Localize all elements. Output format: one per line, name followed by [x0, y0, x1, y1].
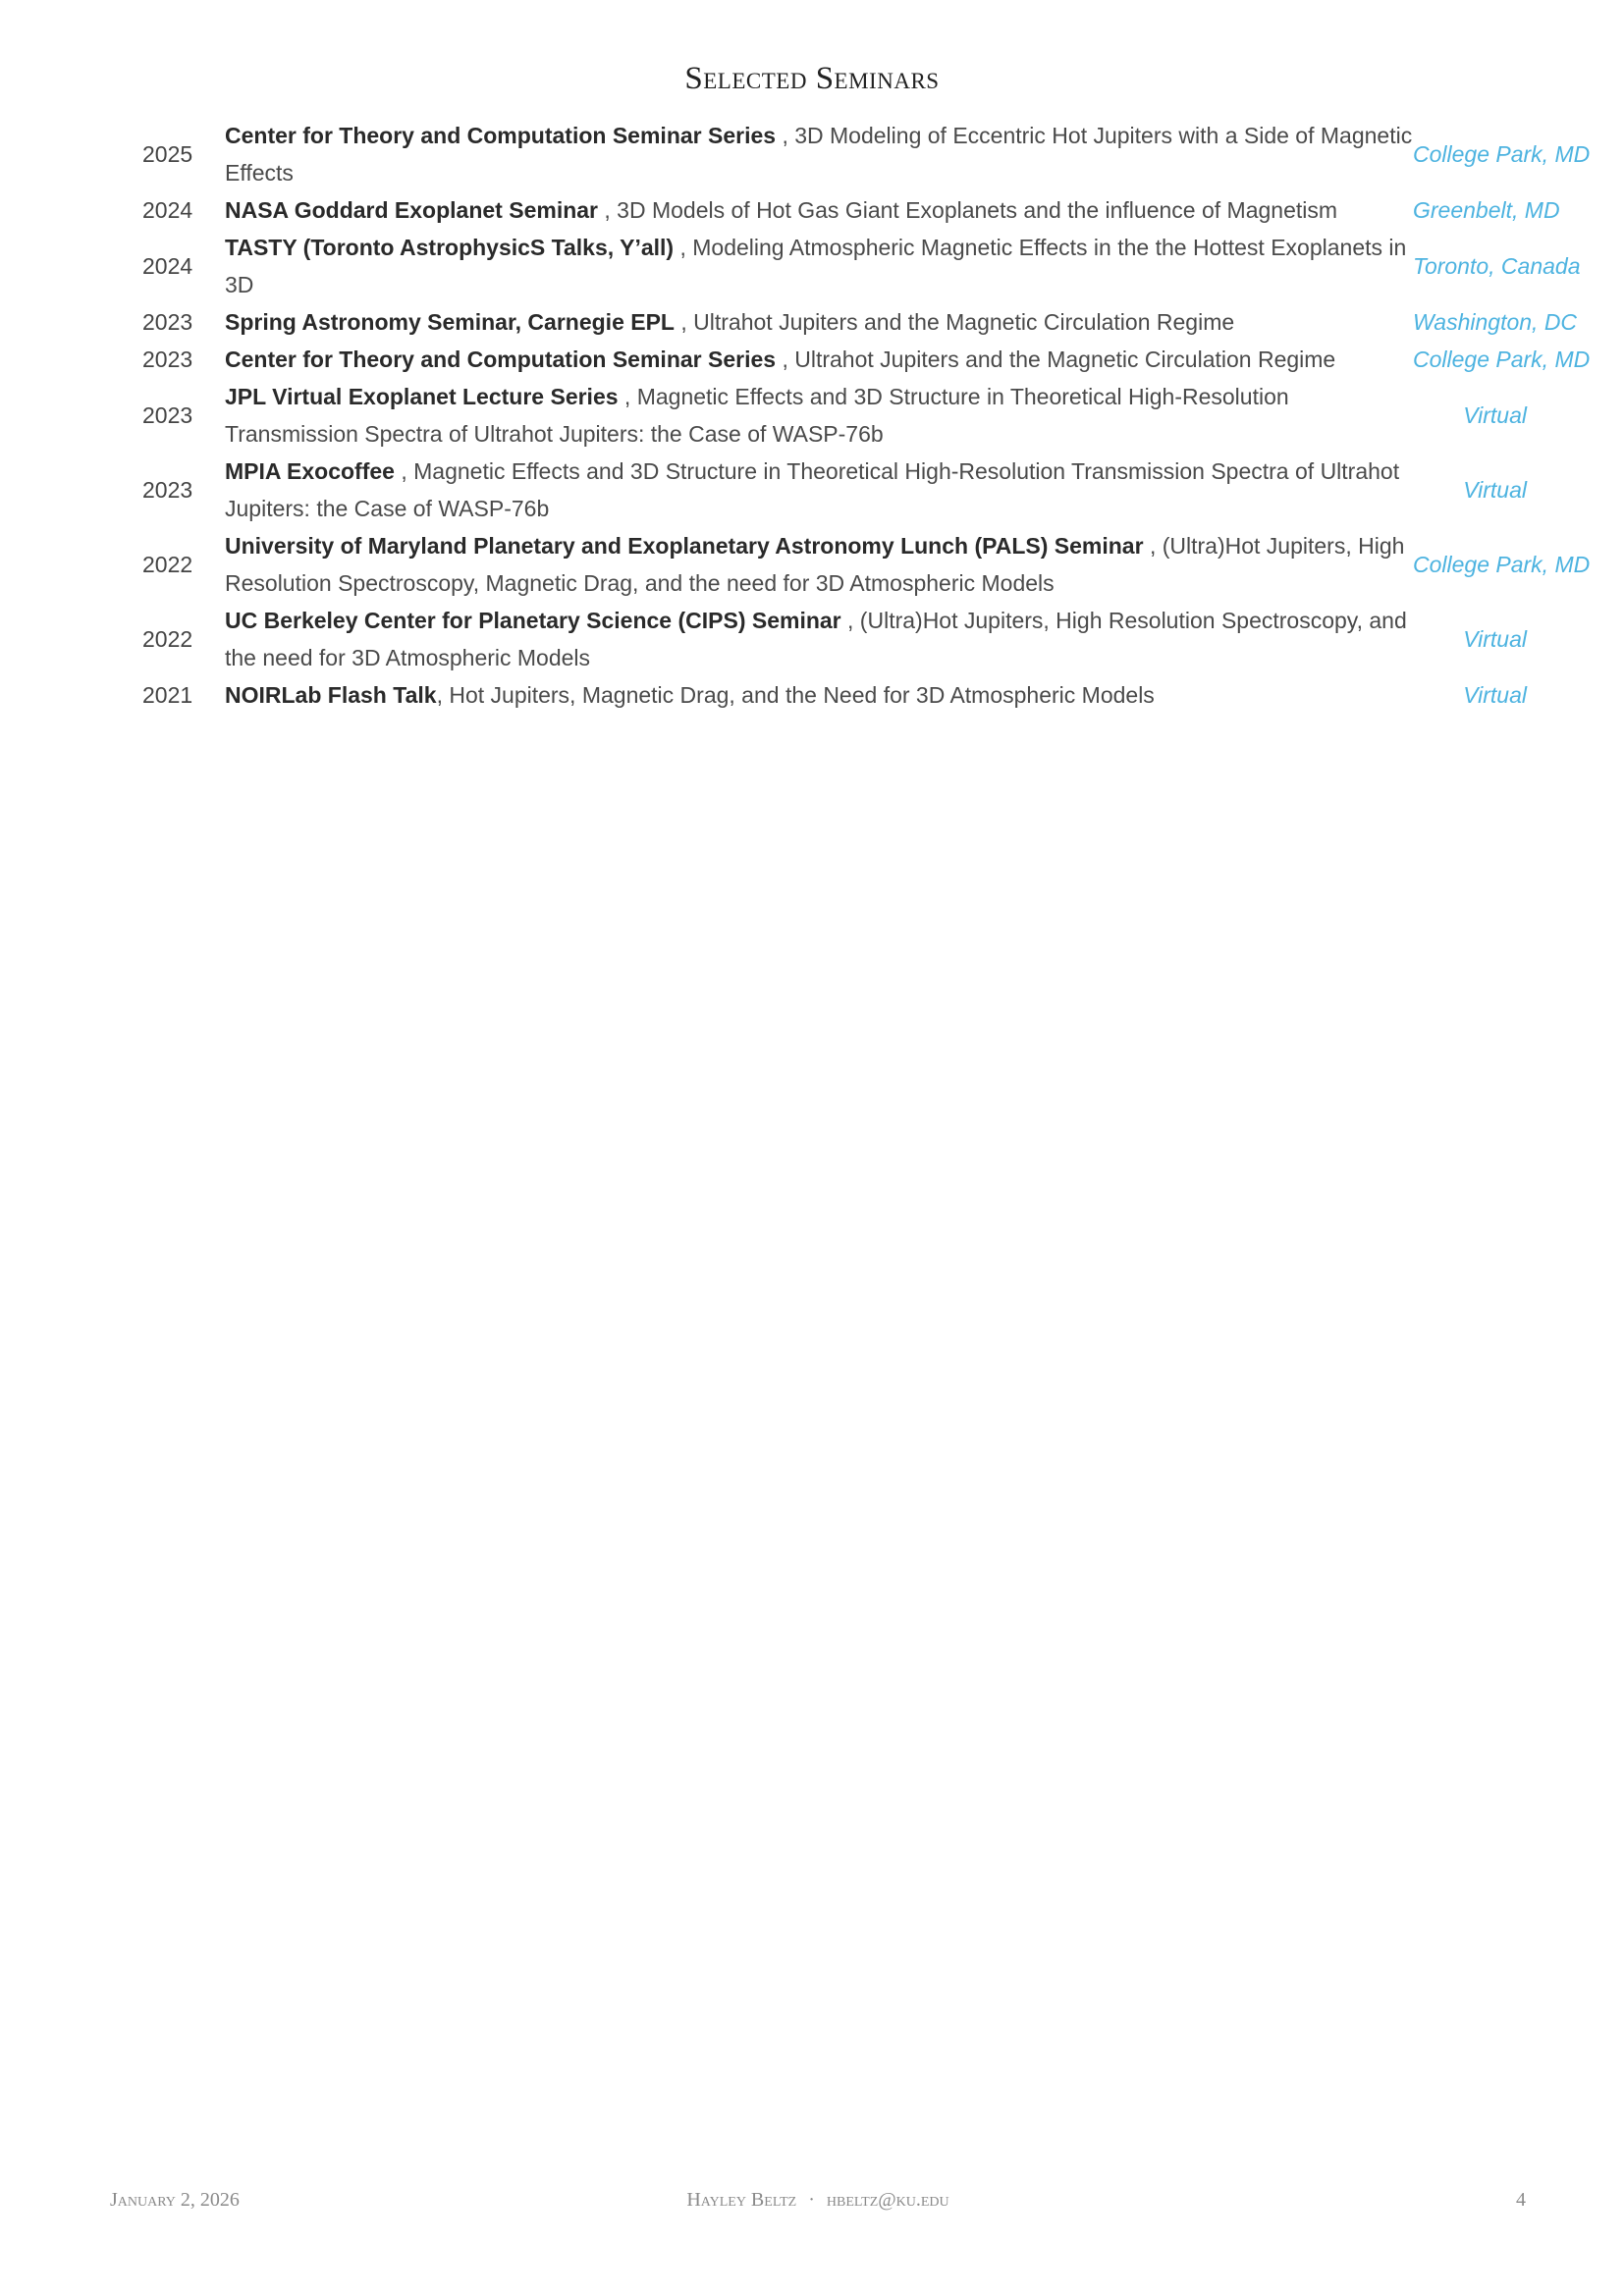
seminar-location: Virtual [1463, 625, 1527, 652]
seminar-location: College Park, MD [1413, 346, 1591, 372]
seminar-entry [142, 341, 1591, 378]
seminar-year: 2022 [142, 625, 193, 652]
footer-email: hbeltz@ku.edu [826, 2189, 949, 2211]
footer-name: Hayley Beltz [686, 2189, 797, 2211]
seminar-entry [142, 378, 1527, 453]
seminar-event: TASTY (Toronto AstrophysicS Talks, Y’all) [225, 235, 675, 260]
seminar-location: College Park, MD [1413, 140, 1591, 167]
seminar-entry [142, 229, 1581, 303]
seminar-entry [142, 453, 1527, 527]
seminar-description [225, 378, 1413, 453]
seminar-description [225, 191, 1413, 229]
seminar-talk-title: , (Ultra)Hot Jupiters, High Resolution Spectroscopy, and the need for 3D Atmospheric Models [225, 608, 1407, 670]
seminar-location: Washington, DC [1413, 308, 1578, 335]
seminar-description [225, 303, 1413, 341]
seminar-event: Spring Astronomy Seminar, Carnegie EPL [225, 309, 675, 335]
seminar-year: 2023 [142, 346, 193, 372]
seminar-location: Virtual [1463, 401, 1527, 428]
seminar-entry [142, 676, 1527, 714]
seminar-event: Center for Theory and Computation Seminar Series [225, 123, 777, 148]
seminar-event: Center for Theory and Computation Seminar Series [225, 347, 777, 372]
seminar-year: 2024 [142, 252, 193, 279]
seminar-description [225, 117, 1413, 191]
seminar-year: 2022 [142, 551, 193, 577]
seminar-list [142, 117, 1591, 714]
seminar-talk-title: , (Ultra)Hot Jupiters, High Resolution Spectroscopy, Magnetic Drag, and the need for 3D Atmospheric Models [225, 533, 1405, 596]
seminar-description [225, 341, 1413, 378]
seminar-talk-title: , Hot Jupiters, Magnetic Drag, and the Need for 3D Atmospheric Models [436, 682, 1155, 708]
seminar-event: NASA Goddard Exoplanet Seminar [225, 197, 598, 223]
seminar-event: NOIRLab Flash Talk [225, 682, 437, 708]
seminar-entry [142, 602, 1527, 676]
seminar-entry [142, 303, 1578, 341]
seminar-location: College Park, MD [1413, 551, 1591, 577]
seminar-description [225, 453, 1413, 527]
seminar-location: Greenbelt, MD [1413, 196, 1560, 223]
seminar-talk-title: , Ultrahot Jupiters and the Magnetic Circulation Regime [674, 309, 1235, 335]
seminar-event: MPIA Exocoffee [225, 458, 395, 484]
page-footer [110, 2189, 1526, 2218]
seminar-year: 2023 [142, 401, 193, 428]
seminar-description [225, 527, 1413, 602]
seminar-location: Toronto, Canada [1413, 252, 1581, 279]
seminar-year: 2024 [142, 196, 193, 223]
seminar-entry [142, 117, 1591, 191]
seminar-description [225, 229, 1413, 303]
footer-separator: · [808, 2189, 815, 2211]
seminar-talk-title: , Magnetic Effects and 3D Structure in Theoretical High-Resolution Transmission Spectra of Ultrahot Jupiters: the Case of WASP-76b [225, 458, 1400, 521]
seminar-event: UC Berkeley Center for Planetary Science (CIPS) Seminar [225, 608, 841, 633]
seminar-entry [142, 527, 1591, 602]
seminar-talk-title: , Magnetic Effects and 3D Structure in Theoretical High-Resolution Transmission Spectra of Ultrahot Jupiters: the Case of WASP-76b [225, 384, 1289, 447]
seminar-year: 2025 [142, 140, 193, 167]
seminar-event: JPL Virtual Exoplanet Lecture Series [225, 384, 619, 409]
seminar-location: Virtual [1463, 681, 1527, 708]
seminar-talk-title: , Ultrahot Jupiters and the Magnetic Circulation Regime [776, 347, 1336, 372]
seminar-description [225, 676, 1413, 714]
footer-date: January 2, 2026 [110, 2189, 240, 2211]
seminar-event: University of Maryland Planetary and Exoplanetary Astronomy Lunch (PALS) Seminar [225, 533, 1144, 559]
seminar-description [225, 602, 1413, 676]
footer-author [110, 2189, 1526, 2212]
page-number: 4 [1516, 2189, 1526, 2211]
seminar-talk-title: , Modeling Atmospheric Magnetic Effects in the the Hottest Exoplanets in 3D [225, 235, 1407, 297]
section-title: Selected Seminars [684, 61, 940, 96]
seminar-talk-title: , 3D Modeling of Eccentric Hot Jupiters with a Side of Magnetic Effects [225, 123, 1413, 186]
seminar-entry [142, 191, 1560, 229]
seminar-year: 2021 [142, 681, 193, 708]
seminar-talk-title: , 3D Models of Hot Gas Giant Exoplanets and the influence of Magnetism [598, 197, 1338, 223]
seminar-year: 2023 [142, 308, 193, 335]
seminar-location: Virtual [1463, 476, 1527, 503]
seminar-year: 2023 [142, 476, 193, 503]
